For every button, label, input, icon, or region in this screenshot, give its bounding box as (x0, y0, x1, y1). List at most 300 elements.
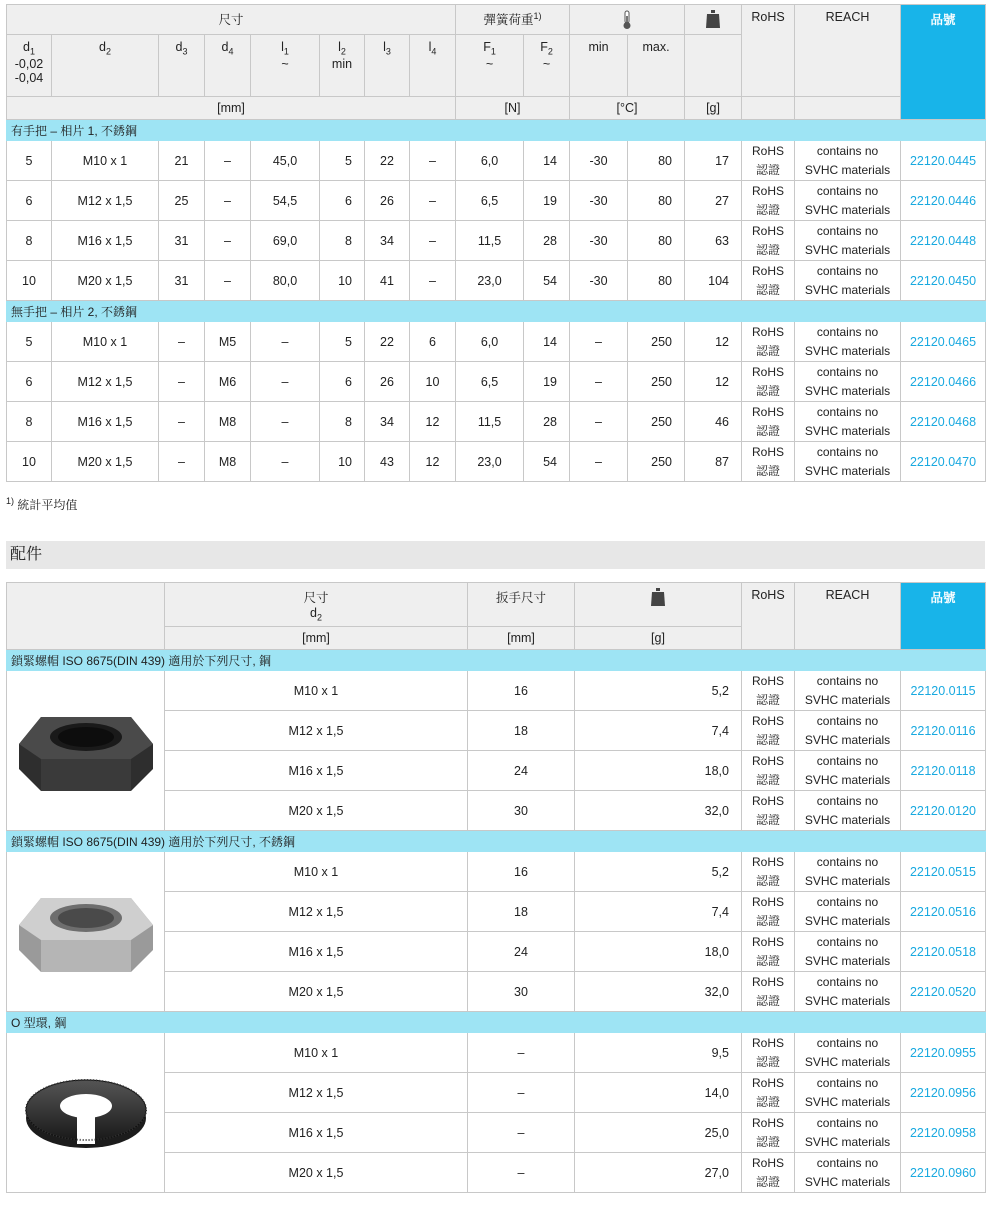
acc-unit-g: [g] (575, 627, 742, 650)
cell-wrench-size: – (468, 1033, 575, 1073)
cell-weight: 18,0 (575, 751, 742, 791)
rohs-cell (742, 402, 795, 442)
reach-cell (795, 892, 901, 932)
cell-d2: M20 x 1,5 (165, 972, 468, 1012)
reach-line1: contains no (816, 974, 879, 989)
rohs-label: RoHS (751, 713, 784, 728)
rohs-label: RoHS (751, 793, 784, 808)
cell-tmin: -30 (570, 221, 628, 261)
cell-l4: 6 (410, 322, 456, 362)
cell-tmax: 250 (628, 322, 685, 362)
reach-cell (795, 852, 901, 892)
rohs-label: RoHS (752, 143, 785, 158)
cell-d2: M12 x 1,5 (52, 181, 159, 221)
cell-d2: M10 x 1 (52, 141, 159, 181)
cell-tmin: – (570, 402, 628, 442)
cell-d4: – (205, 261, 251, 301)
cell-d1: 6 (7, 362, 52, 402)
cell-d2: M12 x 1,5 (165, 892, 468, 932)
table-row (7, 322, 986, 362)
rohs-cert: 認證 (755, 1094, 780, 1109)
cell-d4: M6 (205, 362, 251, 402)
cell-weight: 5,2 (575, 671, 742, 711)
cell-f1: 6,5 (456, 362, 524, 402)
cell-f2: 14 (524, 322, 570, 362)
cell-d2: M10 x 1 (52, 322, 159, 362)
cell-d1: 5 (7, 141, 52, 181)
col-d4: $d_4$ (205, 35, 251, 97)
acc-group-title: 鎖緊螺帽 ISO 8675(DIN 439) 適用於下列尺寸, 鋼 (7, 650, 986, 671)
cell-l2: 5 (320, 322, 365, 362)
table-row (7, 852, 986, 892)
cell-f1: 6,0 (456, 141, 524, 181)
black-steel-hex-nut-image (11, 788, 161, 802)
rohs-label: RoHS (751, 1115, 784, 1130)
acc-table-body (7, 650, 986, 1193)
col-f1: $F_1$ ~ (456, 35, 524, 97)
cell-d1: 10 (7, 442, 52, 482)
acc-weight-header (575, 583, 742, 627)
rohs-label: RoHS (751, 1035, 784, 1050)
acc-group-header-row (7, 831, 986, 852)
cell-f2: 19 (524, 362, 570, 402)
cell-tmin: -30 (570, 181, 628, 221)
table-row (7, 402, 986, 442)
reach-cell (795, 221, 901, 261)
article-number-link[interactable]: 22120.0468 (901, 402, 986, 442)
cell-d2: M16 x 1,5 (165, 1113, 468, 1153)
cell-tmax: 80 (628, 221, 685, 261)
reach-line2: SVHC materials (804, 162, 891, 177)
spring-header: 彈簧荷重$^{1)}$ (456, 5, 570, 35)
rohs-cert: 認證 (756, 423, 781, 438)
cell-d2: M10 x 1 (165, 671, 468, 711)
reach-line1: contains no (816, 223, 879, 238)
reach-line2: SVHC materials (804, 463, 891, 478)
article-number-link[interactable]: 22120.0450 (901, 261, 986, 301)
cell-l3: 43 (365, 442, 410, 482)
cell-tmax: 80 (628, 261, 685, 301)
acc-unit-mm: [mm] (165, 627, 468, 650)
cell-f1: 6,5 (456, 181, 524, 221)
cell-d2: M20 x 1,5 (52, 261, 159, 301)
reach-line1: contains no (816, 263, 879, 278)
reach-line2: SVHC materials (804, 913, 891, 928)
col-d2: $d_2$ (52, 35, 159, 97)
product-image (7, 671, 165, 831)
reach-line1: contains no (816, 404, 879, 419)
reach-line2: SVHC materials (804, 343, 891, 358)
header-row-units (7, 97, 986, 120)
cell-l4: 10 (410, 362, 456, 402)
article-number-link[interactable]: 22120.0118 (901, 751, 986, 791)
rohs-cert: 認證 (756, 343, 781, 358)
reach-line1: contains no (816, 934, 879, 949)
reach-cell (795, 322, 901, 362)
cell-d3: 31 (159, 261, 205, 301)
acc-article-header: 品號 (901, 583, 986, 650)
cell-d3: 31 (159, 221, 205, 261)
cell-wrench-size: – (468, 1113, 575, 1153)
article-number-link[interactable]: 22120.0956 (901, 1073, 986, 1113)
cell-wrench-size: – (468, 1073, 575, 1113)
rohs-cell (742, 751, 795, 791)
reach-line1: contains no (816, 1035, 879, 1050)
cell-weight: 32,0 (575, 972, 742, 1012)
col-l4: $l_4$ (410, 35, 456, 97)
accessories-table-wrapper (6, 582, 985, 1193)
cell-l2: 10 (320, 442, 365, 482)
rohs-label: RoHS (751, 854, 784, 869)
reach-line2: SVHC materials (804, 242, 891, 257)
article-number-link[interactable]: 22120.0465 (901, 322, 986, 362)
cell-d2: M10 x 1 (165, 1033, 468, 1073)
cell-d2: M16 x 1,5 (52, 221, 159, 261)
cell-f2: 54 (524, 261, 570, 301)
reach-line2: SVHC materials (804, 1134, 891, 1149)
rohs-label: RoHS (751, 673, 784, 688)
main-table-body (7, 120, 986, 482)
article-number-link[interactable]: 22120.0466 (901, 362, 986, 402)
article-number-link[interactable]: 22120.0120 (901, 791, 986, 831)
article-number-link[interactable]: 22120.0445 (901, 141, 986, 181)
cell-l3: 34 (365, 221, 410, 261)
table-row (7, 141, 986, 181)
unit-rohs-empty (742, 97, 795, 120)
cell-wrench-size: 18 (468, 711, 575, 751)
article-number-link[interactable]: 22120.0960 (901, 1153, 986, 1193)
rohs-label: RoHS (751, 974, 784, 989)
acc-group-title: O 型環, 鋼 (7, 1012, 986, 1033)
cell-weight: 32,0 (575, 791, 742, 831)
cell-l1: 54,5 (251, 181, 320, 221)
rohs-label: RoHS (751, 1155, 784, 1170)
cell-g: 46 (685, 402, 742, 442)
reach-header: REACH (795, 5, 901, 97)
cell-l2: 10 (320, 261, 365, 301)
rohs-cert: 認證 (755, 953, 780, 968)
cell-l3: 26 (365, 362, 410, 402)
reach-line1: contains no (816, 364, 879, 379)
rohs-cell (742, 852, 795, 892)
product-image (7, 852, 165, 1012)
col-d3: $d_3$ (159, 35, 205, 97)
article-header: 品號 (901, 5, 986, 120)
unit-g: [g] (685, 97, 742, 120)
main-table-wrapper (6, 4, 985, 482)
dims-header: 尺寸 (7, 5, 456, 35)
acc-reach-header: REACH (795, 583, 901, 650)
cell-g: 63 (685, 221, 742, 261)
cell-wrench-size: 30 (468, 972, 575, 1012)
cell-wrench-size: 16 (468, 671, 575, 711)
cell-l1: 45,0 (251, 141, 320, 181)
table-row (7, 442, 986, 482)
cell-f2: 19 (524, 181, 570, 221)
reach-cell (795, 362, 901, 402)
rohs-cell (742, 671, 795, 711)
rohs-cert: 認證 (755, 1134, 780, 1149)
reach-line2: SVHC materials (804, 383, 891, 398)
reach-line1: contains no (816, 673, 879, 688)
reach-line2: SVHC materials (804, 772, 891, 787)
cell-l4: 12 (410, 442, 456, 482)
reach-line1: contains no (816, 183, 879, 198)
cell-d3: – (159, 442, 205, 482)
col-d1: $d_1$ -0,02 -0,04 (7, 35, 52, 97)
cell-g: 12 (685, 322, 742, 362)
cell-d2: M16 x 1,5 (165, 932, 468, 972)
article-number-link[interactable]: 22120.0448 (901, 221, 986, 261)
cell-l1: – (251, 402, 320, 442)
cell-weight: 27,0 (575, 1153, 742, 1193)
rohs-header: RoHS (742, 5, 795, 97)
cell-d3: – (159, 402, 205, 442)
rohs-cell (742, 261, 795, 301)
cell-d2: M20 x 1,5 (165, 1153, 468, 1193)
reach-cell (795, 751, 901, 791)
reach-cell (795, 1153, 901, 1193)
reach-cell (795, 402, 901, 442)
rohs-cert: 認證 (755, 1174, 780, 1189)
rohs-cert: 認證 (756, 242, 781, 257)
cell-weight: 7,4 (575, 711, 742, 751)
cell-f1: 11,5 (456, 221, 524, 261)
cell-wrench-size: – (468, 1153, 575, 1193)
rohs-cell (742, 1033, 795, 1073)
reach-line1: contains no (816, 1115, 879, 1130)
cell-g: 104 (685, 261, 742, 301)
rohs-label: RoHS (752, 404, 785, 419)
reach-cell (795, 261, 901, 301)
cell-d1: 8 (7, 221, 52, 261)
acc-wrench-header: 扳手尺寸 (468, 583, 575, 627)
reach-cell (795, 711, 901, 751)
cell-d3: 25 (159, 181, 205, 221)
cell-tmin: – (570, 322, 628, 362)
rohs-label: RoHS (752, 263, 785, 278)
rohs-cell (742, 711, 795, 751)
rohs-cell (742, 442, 795, 482)
article-number-link[interactable]: 22120.0515 (901, 852, 986, 892)
main-spec-table (6, 4, 986, 482)
cell-tmax: 250 (628, 362, 685, 402)
cell-d1: 8 (7, 402, 52, 442)
weight-icon (650, 588, 666, 606)
reach-line2: SVHC materials (804, 993, 891, 1008)
cell-f2: 14 (524, 141, 570, 181)
cell-d3: – (159, 362, 205, 402)
cell-wrench-size: 24 (468, 932, 575, 972)
cell-g: 87 (685, 442, 742, 482)
rohs-cell (742, 972, 795, 1012)
cell-tmin: – (570, 442, 628, 482)
cell-tmax: 250 (628, 442, 685, 482)
cell-d2: M12 x 1,5 (165, 711, 468, 751)
reach-cell (795, 932, 901, 972)
group-title: 有手把 – 相片 1, 不銹鋼 (7, 120, 986, 141)
cell-f2: 28 (524, 402, 570, 442)
reach-cell (795, 442, 901, 482)
table-row (7, 221, 986, 261)
cell-g: 12 (685, 362, 742, 402)
reach-line2: SVHC materials (804, 732, 891, 747)
cell-d1: 6 (7, 181, 52, 221)
cell-tmin: -30 (570, 141, 628, 181)
rohs-label: RoHS (752, 183, 785, 198)
rohs-cell (742, 1113, 795, 1153)
reach-line1: contains no (816, 894, 879, 909)
reach-cell (795, 181, 901, 221)
rohs-label: RoHS (751, 753, 784, 768)
cell-weight: 14,0 (575, 1073, 742, 1113)
cell-weight: 25,0 (575, 1113, 742, 1153)
col-f2: $F_2$ ~ (524, 35, 570, 97)
cell-l2: 6 (320, 362, 365, 402)
reach-line1: contains no (816, 854, 879, 869)
rohs-label: RoHS (752, 444, 785, 459)
article-number-link[interactable]: 22120.0115 (901, 671, 986, 711)
cell-l3: 22 (365, 322, 410, 362)
temperature-header (570, 5, 685, 35)
rohs-cert: 認證 (756, 282, 781, 297)
article-number-link[interactable]: 22120.0446 (901, 181, 986, 221)
cell-f1: 6,0 (456, 322, 524, 362)
rohs-cell (742, 1073, 795, 1113)
reach-line2: SVHC materials (804, 812, 891, 827)
rohs-cell (742, 362, 795, 402)
cell-f2: 54 (524, 442, 570, 482)
col-tmax: max. (628, 35, 685, 97)
article-number-link[interactable]: 22120.0958 (901, 1113, 986, 1153)
cell-d4: – (205, 221, 251, 261)
rohs-cert: 認證 (755, 772, 780, 787)
article-number-link[interactable]: 22120.0520 (901, 972, 986, 1012)
reach-line1: contains no (816, 1155, 879, 1170)
table-row (7, 671, 986, 711)
cell-wrench-size: 24 (468, 751, 575, 791)
reach-cell (795, 141, 901, 181)
reach-line2: SVHC materials (804, 282, 891, 297)
cell-f1: 23,0 (456, 442, 524, 482)
cell-d4: – (205, 141, 251, 181)
rohs-cert: 認證 (755, 873, 780, 888)
col-l3: $l_3$ (365, 35, 410, 97)
cell-l1: – (251, 442, 320, 482)
article-number-link[interactable]: 22120.0470 (901, 442, 986, 482)
rohs-label: RoHS (751, 1075, 784, 1090)
footnote: $^{1)}$ 統計平均值 (6, 496, 78, 512)
reach-cell (795, 1033, 901, 1073)
cell-g: 17 (685, 141, 742, 181)
cell-l3: 34 (365, 402, 410, 442)
cell-d1: 10 (7, 261, 52, 301)
cell-l4: – (410, 261, 456, 301)
cell-d2: M20 x 1,5 (52, 442, 159, 482)
unit-reach-empty (795, 97, 901, 120)
rohs-cert: 認證 (755, 1054, 780, 1069)
acc-dims-header: 尺寸 $d_2$ (165, 583, 468, 627)
reach-line2: SVHC materials (804, 1174, 891, 1189)
acc-rohs-header: RoHS (742, 583, 795, 650)
rohs-label: RoHS (751, 894, 784, 909)
reach-cell (795, 1113, 901, 1153)
article-number-link[interactable]: 22120.0955 (901, 1033, 986, 1073)
cell-l3: 22 (365, 141, 410, 181)
thermometer-icon (622, 10, 632, 30)
cell-d1: 5 (7, 322, 52, 362)
cell-f1: 23,0 (456, 261, 524, 301)
rohs-cell (742, 181, 795, 221)
cell-l2: 5 (320, 141, 365, 181)
weight-icon (705, 10, 721, 28)
article-number-link[interactable]: 22120.0518 (901, 932, 986, 972)
rohs-cert: 認證 (755, 692, 780, 707)
article-number-link[interactable]: 22120.0116 (901, 711, 986, 751)
reach-cell (795, 791, 901, 831)
table-row (7, 181, 986, 221)
acc-image-header (7, 583, 165, 650)
cell-l2: 6 (320, 181, 365, 221)
cell-weight: 7,4 (575, 892, 742, 932)
col-l1: $l_1$ ~ (251, 35, 320, 97)
rohs-label: RoHS (752, 324, 785, 339)
col-weight (685, 35, 742, 97)
rohs-cell (742, 892, 795, 932)
cell-wrench-size: 18 (468, 892, 575, 932)
cell-f1: 11,5 (456, 402, 524, 442)
reach-cell (795, 1073, 901, 1113)
reach-cell (795, 972, 901, 1012)
header-row-top (7, 5, 986, 35)
cell-d4: – (205, 181, 251, 221)
cell-tmax: 80 (628, 141, 685, 181)
cell-l4: – (410, 141, 456, 181)
unit-n: [N] (456, 97, 570, 120)
accessories-table (6, 582, 986, 1193)
weight-header (685, 5, 742, 35)
rohs-cert: 認證 (756, 162, 781, 177)
reach-line2: SVHC materials (804, 423, 891, 438)
rohs-cert: 認證 (756, 463, 781, 478)
article-number-link[interactable]: 22120.0516 (901, 892, 986, 932)
col-tmin: min (570, 35, 628, 97)
cell-l2: 8 (320, 221, 365, 261)
acc-group-header-row (7, 650, 986, 671)
reach-line2: SVHC materials (804, 1094, 891, 1109)
rohs-cell (742, 791, 795, 831)
rohs-cell (742, 141, 795, 181)
cell-wrench-size: 30 (468, 791, 575, 831)
cell-d2: M16 x 1,5 (165, 751, 468, 791)
cell-d2: M20 x 1,5 (165, 791, 468, 831)
unit-c: [°C] (570, 97, 685, 120)
rohs-label: RoHS (752, 364, 785, 379)
cell-l1: – (251, 362, 320, 402)
cell-l4: – (410, 221, 456, 261)
group-header-row (7, 120, 986, 141)
cell-tmin: – (570, 362, 628, 402)
reach-line1: contains no (816, 444, 879, 459)
reach-line1: contains no (816, 713, 879, 728)
rohs-cert: 認證 (755, 993, 780, 1008)
cell-g: 27 (685, 181, 742, 221)
reach-line2: SVHC materials (804, 953, 891, 968)
rohs-cell (742, 1153, 795, 1193)
table-row (7, 1033, 986, 1073)
cell-d3: – (159, 322, 205, 362)
stainless-hex-nut-image (11, 969, 161, 983)
